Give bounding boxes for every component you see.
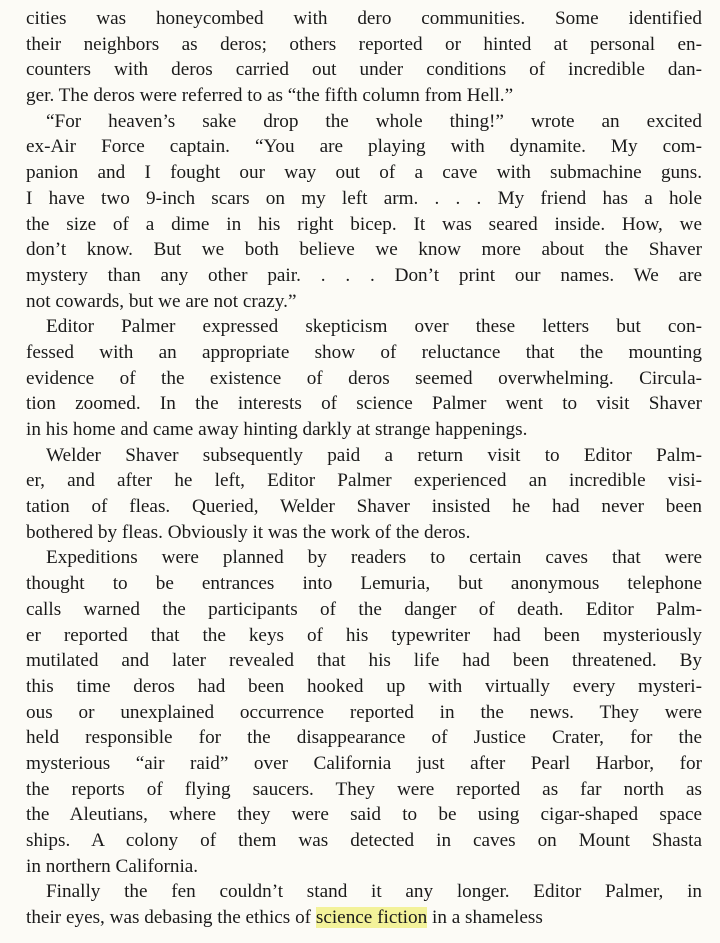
- text-line: their eyes, was debasing the ethics of science fiction in a shameless: [26, 907, 543, 929]
- text-line: er, and after he left, Editor Palmer experienced an incredible visi-: [26, 470, 702, 492]
- text-line: thought to be entrances into Lemuria, but anonymous telephone: [26, 573, 702, 595]
- text-line: their neighbors as deros; others reported or hinted at personal en-: [26, 33, 702, 55]
- text-line: calls warned the participants of the danger of death. Editor Palm-: [26, 598, 702, 620]
- text-line: bothered by fleas. Obviously it was the work of the deros.: [26, 521, 471, 543]
- body-text: [26, 6, 702, 931]
- text-line: Expeditions were planned by readers to certain caves that were: [46, 547, 702, 569]
- text-line: fessed with an appropriate show of reluctance that the mounting: [26, 341, 702, 363]
- paragraph: [26, 443, 702, 546]
- paragraph: [26, 314, 702, 442]
- text-line: mystery than any other pair. . . . Don’t print our names. We are: [26, 264, 702, 286]
- text-line: ex-Air Force captain. “You are playing with dynamite. My com-: [26, 136, 702, 158]
- text-line: tation of fleas. Queried, Welder Shaver insisted he had never been: [26, 496, 702, 518]
- text-line: the size of a dime in his right bicep. It was seared inside. How, we: [26, 213, 702, 235]
- text-line: counters with deros carried out under conditions of incredible dan-: [26, 59, 702, 81]
- paragraph: [26, 879, 702, 930]
- text-line: panion and I fought our way out of a cave with submachine guns.: [26, 162, 702, 184]
- highlighted-phrase: science fiction: [315, 907, 428, 929]
- text-line: evidence of the existence of deros seemed overwhelming. Circula-: [26, 367, 702, 389]
- text-line: not cowards, but we are not crazy.”: [26, 290, 297, 312]
- paragraph: [26, 109, 702, 315]
- text-line: mysterious “air raid” over California just after Pearl Harbor, for: [26, 752, 702, 774]
- text-line: Finally the fen couldn’t stand it any longer. Editor Palmer, in: [46, 881, 702, 903]
- text-line: mutilated and later revealed that his life had been threatened. By: [26, 650, 702, 672]
- text-line: Welder Shaver subsequently paid a return visit to Editor Palm-: [46, 444, 702, 466]
- text-line: cities was honeycombed with dero communities. Some identified: [26, 8, 702, 29]
- paragraph: [26, 545, 702, 879]
- text-line: I have two 9-inch scars on my left arm. . . . My friend has a hole: [26, 187, 702, 209]
- text-line: “For heaven’s sake drop the whole thing!” wrote an excited: [46, 110, 702, 132]
- text-line: the Aleutians, where they were said to be using cigar-shaped space: [26, 804, 702, 826]
- text-line: the reports of flying saucers. They were reported as far north as: [26, 778, 702, 800]
- text-line: in his home and came away hinting darkly at strange happenings.: [26, 419, 528, 440]
- text-line: in northern California.: [26, 855, 199, 877]
- text-line: ger. The deros were referred to as “the fifth column from Hell.”: [26, 85, 514, 107]
- paragraph: [26, 6, 702, 109]
- text-line: tion zoomed. In the interests of science Palmer went to visit Shaver: [26, 393, 702, 415]
- text-line: this time deros had been hooked up with virtually every mysteri-: [26, 675, 702, 697]
- text-line: er reported that the keys of his typewriter had been mysteriously: [26, 624, 702, 646]
- text-line: don’t know. But we both believe we know more about the Shaver: [26, 239, 702, 261]
- text-line: Editor Palmer expressed skepticism over these letters but con-: [46, 316, 702, 338]
- text-line: ships. A colony of them was detected in caves on Mount Shasta: [26, 830, 702, 851]
- text-line: held responsible for the disappearance of Justice Crater, for the: [26, 727, 702, 749]
- text-line: ous or unexplained occurrence reported in the news. They were: [26, 701, 702, 723]
